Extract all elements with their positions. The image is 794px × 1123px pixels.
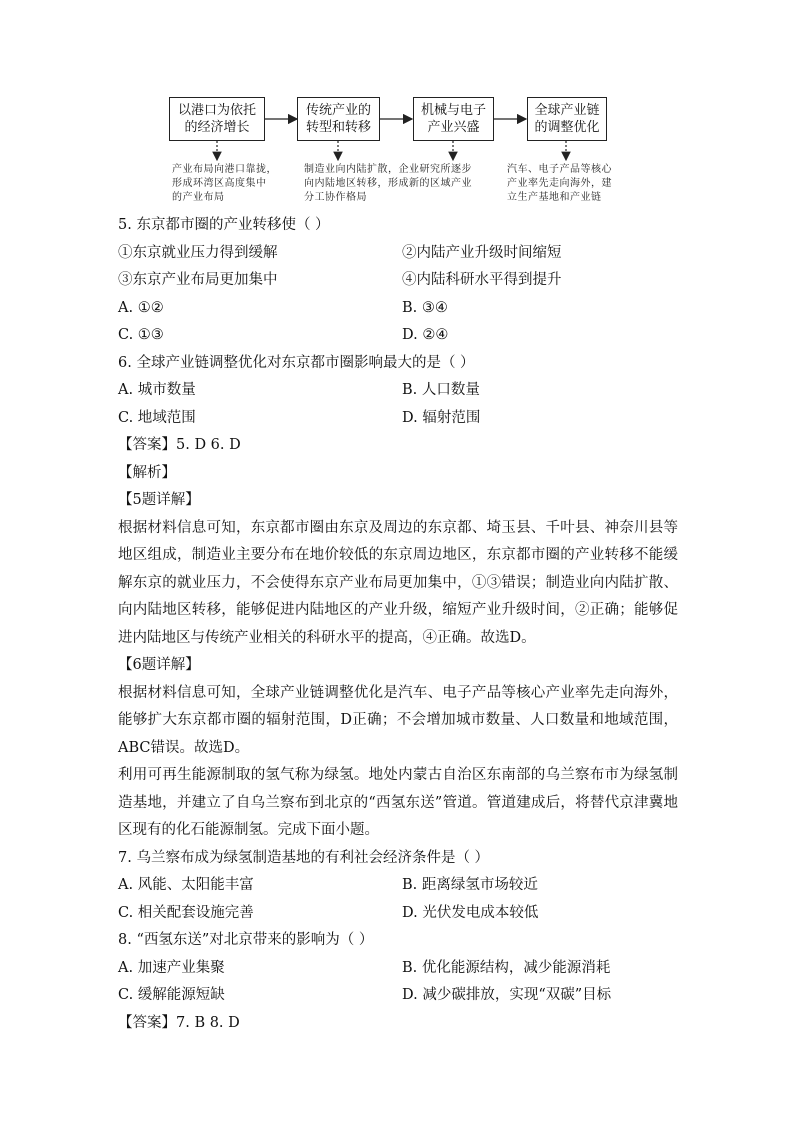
q8-choice-d: D. 减少碳排放，实现“双碳”目标: [402, 987, 612, 1003]
q8-choice-c: C. 缓解能源短缺: [118, 987, 225, 1003]
flow-box-line: 的经济增长: [184, 120, 250, 135]
flow-box-port-growth: [169, 97, 265, 141]
analysis-heading: 【解析】: [118, 464, 176, 481]
q6-choice-a: A. 城市数量: [118, 382, 196, 398]
q7-choice-b: B. 距离绿氢市场较近: [402, 877, 538, 893]
q6-stem: 6. 全球产业链调整优化对东京都市圈影响最大的是（ ）: [118, 354, 475, 371]
q5-statement-row: [118, 267, 678, 295]
q5-stem: 5. 东京都市圈的产业转移使（ ）: [118, 217, 330, 233]
q8-choice-row: [118, 982, 678, 1010]
q6-choice-row: [118, 377, 678, 405]
note-line: 立生产基地和产业链: [507, 192, 602, 203]
q6-choice-d: D. 辐射范围: [402, 409, 481, 426]
q6-choice-row: [118, 405, 678, 433]
q5-detail-text: 根据材料信息可知，东京都市圈由东京及周边的东京都、埼玉县、千叶县、神奈川县等地区组成，制造业主要分布在地价较低的东京周边地区，东京都市圈的产业转移不能缓解东京的就业压力，不会使得东京产业布局更加集中，①③错误；制造业向内陆扩散、向内陆地区转移，能够促进内陆地区的产业升级，缩短产业升级时间，②正确；能够促进内陆地区与传统产业相关的科研水平的提高，④正确。故选D。: [118, 519, 678, 646]
q8-choice-a: A. 加速产业集聚: [118, 959, 225, 976]
note-line: 向内陆地区转移，形成新的区域产业: [304, 178, 472, 189]
note-line: 形成环湾区高度集中: [172, 178, 267, 189]
q6-detail-text: 根据材料信息可知，全球产业链调整优化是汽车、电子产品等核心产业率先走向海外，能够扩大东京都市圈的辐射范围，D正确；不会增加城市数量、人口数量和地域范围，ABC错误。故选D。: [118, 684, 678, 756]
q5-statement: ①东京就业压力得到缓解: [118, 244, 278, 261]
q5-detail-heading: 【5题详解】: [118, 492, 200, 508]
note-line: 产业率先走向海外，建: [507, 178, 612, 189]
q7-choice-c: C. 相关配套设施完善: [118, 904, 254, 921]
q8-stem: 8. “西氢东送”对北京带来的影响为（ ）: [118, 932, 374, 948]
q5-statement: ③东京产业布局更加集中: [118, 272, 278, 288]
q7-stem: 7. 乌兰察布成为绿氢制造基地的有利社会经济条件是（ ）: [118, 849, 490, 866]
note-line: 分工协作格局: [304, 192, 367, 203]
q8-choice-row: [118, 955, 678, 983]
flow-box-machinery: [413, 97, 494, 141]
q8-choice-b: B. 优化能源结构，减少能源消耗: [402, 959, 611, 976]
q6-detail-heading: 【6题详解】: [118, 657, 200, 673]
q7-choice-a: A. 风能、太阳能丰富: [118, 877, 254, 893]
q5-choice-row: [118, 322, 678, 350]
note-line: 制造业向内陆扩散，企业研究所逐步: [304, 164, 472, 175]
answer-5-6: 【答案】5. D 6. D: [118, 437, 241, 453]
q5-choice-b: B. ③④: [402, 299, 448, 316]
q7-choice-row: [118, 872, 678, 900]
q5-statement: ②内陆产业升级时间缩短: [402, 244, 562, 261]
q5-statement: ④内陆科研水平得到提升: [402, 272, 562, 288]
q7-choice-d: D. 光伏发电成本较低: [402, 904, 539, 921]
flow-box-line: 机械与电子: [420, 103, 486, 118]
q5-statement-row: [118, 240, 678, 268]
q7-choice-row: [118, 900, 678, 928]
flow-box-line: 转型和转移: [305, 120, 371, 135]
note-line: 的产业布局: [172, 192, 225, 203]
q6-choice-c: C. 地域范围: [118, 409, 196, 426]
flow-box-line: 以港口为依托: [177, 103, 256, 118]
flow-box-global-chain: [527, 97, 607, 141]
q6-choice-b: B. 人口数量: [402, 382, 480, 398]
flow-box-transfer: [297, 97, 380, 141]
flow-box-line: 传统产业的: [305, 103, 371, 118]
q5-choice-d: D. ②④: [402, 327, 449, 343]
document-body: [118, 212, 678, 1037]
q5-choice-row: [118, 295, 678, 323]
flow-note-4: [507, 163, 612, 205]
answer-7-8: 【答案】7. B 8. D: [118, 1014, 240, 1031]
material-text: 利用可再生能源制取的氢气称为绿氢。地处内蒙古自治区东南部的乌兰察布市为绿氢制造基地，并建立了自乌兰察布到北京的“西氢东送”管道。管道建成后，将替代京津冀地区现有的化石能源制氢。完成下面小题。: [118, 767, 678, 838]
flow-box-line: 的调整优化: [534, 120, 600, 135]
note-line: 产业布局向港口靠拢，: [172, 164, 277, 175]
flow-note-1: [172, 163, 277, 205]
flow-box-line: 全球产业链: [534, 103, 600, 118]
note-line: 汽车、电子产品等核心: [507, 164, 612, 175]
flow-box-line: 产业兴盛: [427, 120, 480, 135]
flow-note-2: [304, 163, 472, 205]
q5-choice-a: A. ①②: [118, 299, 164, 316]
flow-diagram: [0, 0, 794, 215]
q5-choice-c: C. ①③: [118, 327, 164, 343]
